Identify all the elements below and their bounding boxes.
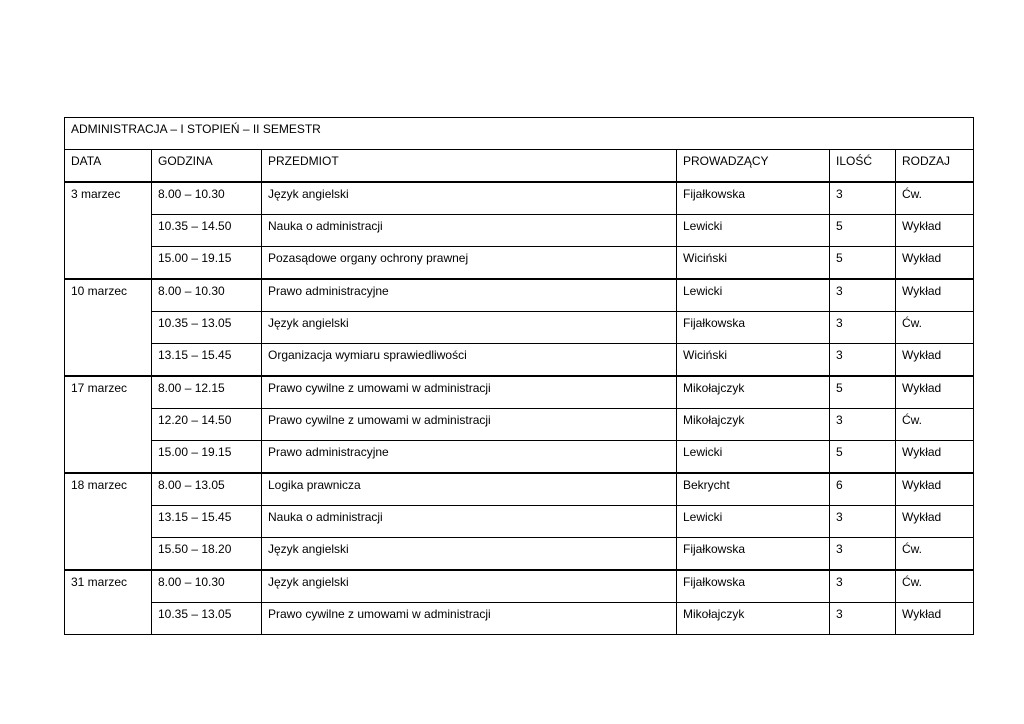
table-row bbox=[65, 473, 974, 506]
time-cell: 8.00 – 10.30 bbox=[152, 182, 262, 215]
type-cell: Ćw. bbox=[896, 538, 974, 571]
table-row bbox=[65, 344, 974, 377]
column-header-count: ILOŚĆ bbox=[830, 150, 896, 183]
time-cell: 8.00 – 10.30 bbox=[152, 279, 262, 312]
time-cell: 10.35 – 14.50 bbox=[152, 215, 262, 247]
type-cell: Wykład bbox=[896, 344, 974, 377]
type-cell: Ćw. bbox=[896, 182, 974, 215]
table-row bbox=[65, 247, 974, 280]
column-header-type: RODZAJ bbox=[896, 150, 974, 183]
type-cell: Wykład bbox=[896, 506, 974, 538]
time-cell: 10.35 – 13.05 bbox=[152, 312, 262, 344]
subject-cell: Prawo cywilne z umowami w administracji bbox=[262, 376, 677, 409]
date-cell: 31 marzec bbox=[65, 570, 152, 635]
date-cell: 10 marzec bbox=[65, 279, 152, 376]
teacher-cell: Lewicki bbox=[677, 279, 830, 312]
column-header-date: DATA bbox=[65, 150, 152, 183]
teacher-cell: Bekrycht bbox=[677, 473, 830, 506]
count-cell: 3 bbox=[830, 182, 896, 215]
type-cell: Wykład bbox=[896, 376, 974, 409]
schedule-body bbox=[65, 118, 974, 635]
count-cell: 3 bbox=[830, 344, 896, 377]
table-row bbox=[65, 409, 974, 441]
type-cell: Wykład bbox=[896, 441, 974, 474]
time-cell: 13.15 – 15.45 bbox=[152, 506, 262, 538]
subject-cell: Język angielski bbox=[262, 182, 677, 215]
teacher-cell: Fijałkowska bbox=[677, 312, 830, 344]
time-cell: 15.00 – 19.15 bbox=[152, 247, 262, 280]
count-cell: 3 bbox=[830, 506, 896, 538]
time-cell: 15.50 – 18.20 bbox=[152, 538, 262, 571]
table-row bbox=[65, 279, 974, 312]
teacher-cell: Fijałkowska bbox=[677, 182, 830, 215]
type-cell: Ćw. bbox=[896, 312, 974, 344]
subject-cell: Język angielski bbox=[262, 538, 677, 571]
teacher-cell: Fijałkowska bbox=[677, 570, 830, 603]
table-row bbox=[65, 312, 974, 344]
column-header-teacher: PROWADZĄCY bbox=[677, 150, 830, 183]
table-row bbox=[65, 215, 974, 247]
type-cell: Wykład bbox=[896, 279, 974, 312]
date-cell: 18 marzec bbox=[65, 473, 152, 570]
count-cell: 5 bbox=[830, 376, 896, 409]
time-cell: 8.00 – 12.15 bbox=[152, 376, 262, 409]
time-cell: 8.00 – 10.30 bbox=[152, 570, 262, 603]
subject-cell: Nauka o administracji bbox=[262, 215, 677, 247]
count-cell: 3 bbox=[830, 279, 896, 312]
count-cell: 3 bbox=[830, 570, 896, 603]
teacher-cell: Lewicki bbox=[677, 215, 830, 247]
date-cell: 17 marzec bbox=[65, 376, 152, 473]
subject-cell: Język angielski bbox=[262, 570, 677, 603]
teacher-cell: Mikołajczyk bbox=[677, 409, 830, 441]
table-row bbox=[65, 570, 974, 603]
time-cell: 13.15 – 15.45 bbox=[152, 344, 262, 377]
table-row bbox=[65, 506, 974, 538]
count-cell: 3 bbox=[830, 538, 896, 571]
count-cell: 3 bbox=[830, 603, 896, 635]
time-cell: 8.00 – 13.05 bbox=[152, 473, 262, 506]
count-cell: 5 bbox=[830, 247, 896, 280]
subject-cell: Prawo cywilne z umowami w administracji bbox=[262, 603, 677, 635]
title-row bbox=[65, 118, 974, 150]
type-cell: Ćw. bbox=[896, 409, 974, 441]
date-cell: 3 marzec bbox=[65, 182, 152, 279]
type-cell: Wykład bbox=[896, 215, 974, 247]
table-row bbox=[65, 603, 974, 635]
table-row bbox=[65, 376, 974, 409]
count-cell: 3 bbox=[830, 312, 896, 344]
subject-cell: Prawo cywilne z umowami w administracji bbox=[262, 409, 677, 441]
teacher-cell: Wiciński bbox=[677, 344, 830, 377]
teacher-cell: Mikołajczyk bbox=[677, 603, 830, 635]
type-cell: Ćw. bbox=[896, 570, 974, 603]
subject-cell: Prawo administracyjne bbox=[262, 441, 677, 474]
document-title: ADMINISTRACJA – I STOPIEŃ – II SEMESTR bbox=[65, 118, 974, 150]
subject-cell: Nauka o administracji bbox=[262, 506, 677, 538]
teacher-cell: Lewicki bbox=[677, 441, 830, 474]
type-cell: Wykład bbox=[896, 247, 974, 280]
table-row bbox=[65, 538, 974, 571]
subject-cell: Logika prawnicza bbox=[262, 473, 677, 506]
subject-cell: Pozasądowe organy ochrony prawnej bbox=[262, 247, 677, 280]
column-header-time: GODZINA bbox=[152, 150, 262, 183]
table-row bbox=[65, 441, 974, 474]
type-cell: Wykład bbox=[896, 473, 974, 506]
teacher-cell: Wiciński bbox=[677, 247, 830, 280]
time-cell: 10.35 – 13.05 bbox=[152, 603, 262, 635]
teacher-cell: Fijałkowska bbox=[677, 538, 830, 571]
teacher-cell: Lewicki bbox=[677, 506, 830, 538]
subject-cell: Organizacja wymiaru sprawiedliwości bbox=[262, 344, 677, 377]
table-row bbox=[65, 182, 974, 215]
time-cell: 12.20 – 14.50 bbox=[152, 409, 262, 441]
subject-cell: Prawo administracyjne bbox=[262, 279, 677, 312]
header-row bbox=[65, 150, 974, 183]
type-cell: Wykład bbox=[896, 603, 974, 635]
column-header-subject: PRZEDMIOT bbox=[262, 150, 677, 183]
count-cell: 5 bbox=[830, 215, 896, 247]
count-cell: 5 bbox=[830, 441, 896, 474]
teacher-cell: Mikołajczyk bbox=[677, 376, 830, 409]
time-cell: 15.00 – 19.15 bbox=[152, 441, 262, 474]
schedule-table bbox=[64, 117, 974, 635]
count-cell: 6 bbox=[830, 473, 896, 506]
count-cell: 3 bbox=[830, 409, 896, 441]
subject-cell: Język angielski bbox=[262, 312, 677, 344]
